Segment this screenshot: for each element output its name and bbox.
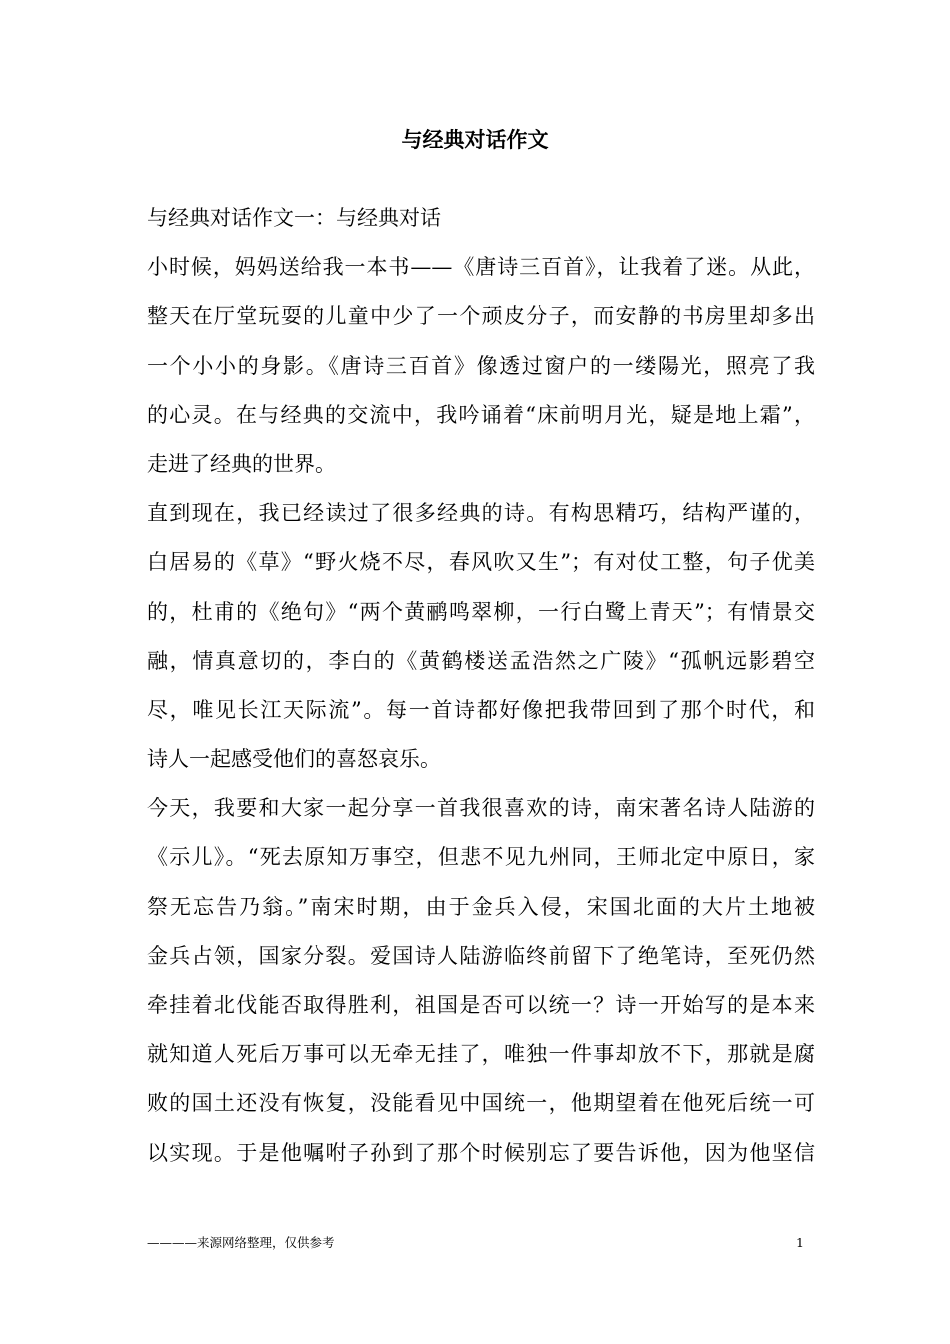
text-line: 就知道人死后万事可以无牵无挂了，唯独一件事却放不下，那就是腐 bbox=[147, 1042, 815, 1067]
text-line: 的，杜甫的《绝句》“两个黄鹂鸣翠柳，一行白鹭上青天”；有情景交 bbox=[147, 599, 815, 624]
text-line: 一个小小的身影。《唐诗三百首》像透过窗户的一缕陽光，照亮了我 bbox=[147, 353, 815, 378]
page-number: 1 bbox=[796, 1235, 804, 1250]
text-line: 尽，唯见长江天际流”。每一首诗都好像把我带回到了那个时代，和 bbox=[147, 697, 815, 722]
paragraph bbox=[147, 784, 815, 1178]
footer-source-note: ————来源网络整理，仅供参考 bbox=[147, 1235, 335, 1250]
text-line: 今天，我要和大家一起分享一首我很喜欢的诗，南宋著名诗人陆游的 bbox=[147, 796, 815, 821]
text-line: 的心灵。在与经典的交流中，我吟诵着“床前明月光，疑是地上霜”， bbox=[147, 402, 815, 427]
document-title: 与经典对话作文 bbox=[401, 128, 549, 152]
text-line: 走进了经典的世界。 bbox=[147, 451, 336, 476]
document-subtitle: 与经典对话作文一：与经典对话 bbox=[147, 206, 441, 230]
document-body bbox=[147, 194, 815, 1178]
text-line: 牵挂着北伐能否取得胜利，祖国是否可以统一？诗一开始写的是本来 bbox=[147, 993, 815, 1017]
text-line: 直到现在，我已经读过了很多经典的诗。有构思精巧，结构严谨的， bbox=[147, 501, 815, 526]
text-line: 以实现。于是他嘱咐子孙到了那个时候别忘了要告诉他，因为他坚信 bbox=[147, 1140, 815, 1165]
text-line: 败的国土还没有恢复，没能看见中国统一，他期望着在他死后统一可 bbox=[147, 1091, 815, 1116]
paragraph bbox=[147, 243, 815, 489]
text-line: 《示儿》。“死去原知万事空，但悲不见九州同，王师北定中原日，家 bbox=[147, 845, 815, 870]
text-line: 小时候，妈妈送给我一本书——《唐诗三百首》，让我着了迷。从此， bbox=[147, 255, 815, 280]
text-line: 金兵占领，国家分裂。爱国诗人陆游临终前留下了绝笔诗，至死仍然 bbox=[147, 943, 815, 968]
paragraph bbox=[147, 489, 815, 784]
text-line: 祭无忘告乃翁。”南宋时期，由于金兵入侵，宋国北面的大片土地被 bbox=[147, 894, 815, 919]
text-line: 整天在厅堂玩耍的儿童中少了一个顽皮分子，而安静的书房里却多出 bbox=[147, 304, 815, 329]
text-line: 融，情真意切的，李白的《黄鹤楼送孟浩然之广陵》“孤帆远影碧空 bbox=[147, 648, 815, 673]
text-line: 诗人一起感受他们的喜怒哀乐。 bbox=[147, 747, 441, 772]
text-line: 白居易的《草》“野火烧不尽，春风吹又生”；有对仗工整，句子优美 bbox=[147, 550, 815, 575]
